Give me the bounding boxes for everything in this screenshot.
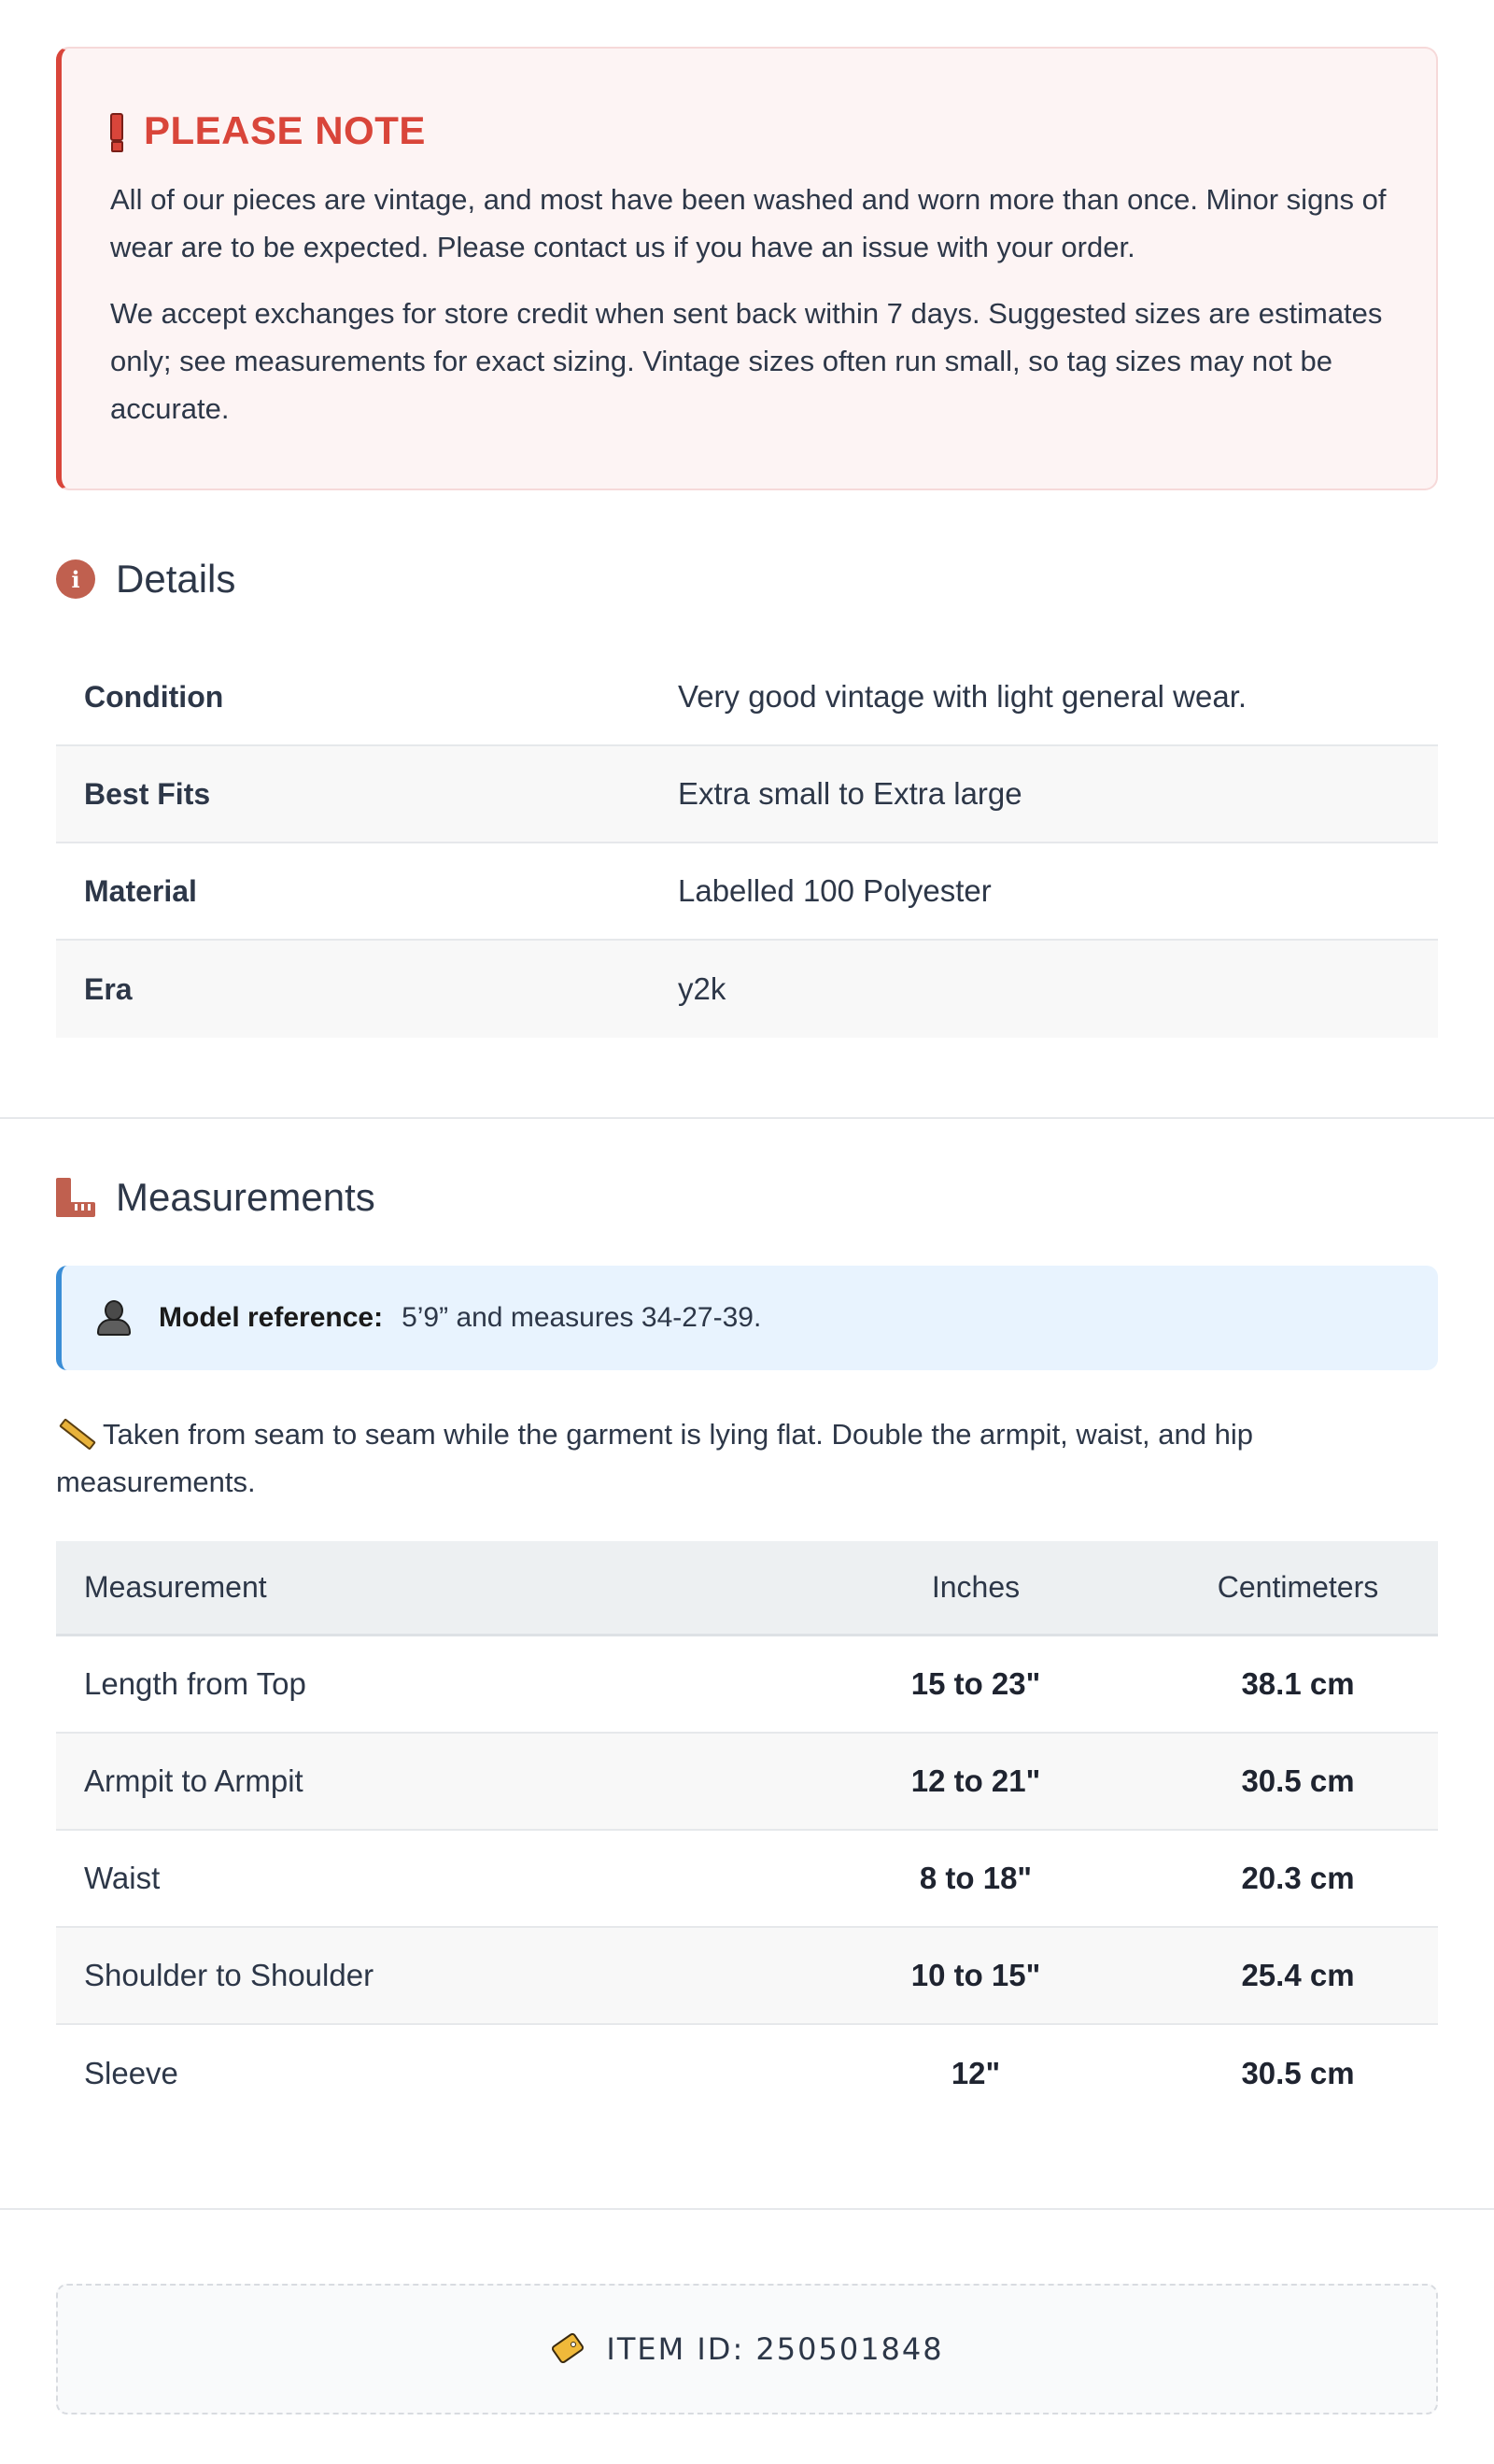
ruler-icon xyxy=(56,1178,95,1217)
measurement-name: Waist xyxy=(84,1861,161,1895)
column-header-inches: Inches xyxy=(931,1570,1021,1604)
notice-paragraph: We accept exchanges for store credit when sent back within 7 days. Suggested sizes are estimates only; see measurements for exact sizing. Vintage sizes often run small, so tag sizes may not be accurate. xyxy=(110,297,1383,425)
exclamation-icon xyxy=(110,113,120,149)
details-title: Details xyxy=(116,557,236,601)
model-reference-label: Model reference: xyxy=(159,1302,384,1333)
details-row xyxy=(56,649,1438,746)
measurement-cm: 38.1 cm xyxy=(1241,1666,1355,1701)
column-header-centimeters: Centimeters xyxy=(1217,1570,1379,1604)
details-row xyxy=(56,843,1438,941)
person-icon xyxy=(97,1300,131,1336)
measurement-cm: 30.5 cm xyxy=(1241,2056,1355,2090)
item-id: ITEM ID: 250501848 xyxy=(606,2331,944,2367)
measurements-heading xyxy=(56,1175,375,1220)
measurement-note xyxy=(56,1410,1438,1506)
details-value: y2k xyxy=(678,971,726,1006)
details-value: Very good vintage with light general wear. xyxy=(678,679,1247,714)
section-divider xyxy=(0,1117,1494,1119)
tag-icon xyxy=(550,2332,587,2366)
item-id-box xyxy=(56,2284,1438,2414)
notice-title: PLEASE NOTE xyxy=(144,108,426,152)
table-row xyxy=(56,1734,1438,1831)
measurement-note-text: Taken from seam to seam while the garment is lying flat. Double the armpit, waist, and hip measurements. xyxy=(56,1418,1253,1498)
measurement-cm: 30.5 cm xyxy=(1241,1763,1355,1798)
table-header xyxy=(56,1541,1438,1636)
details-heading xyxy=(56,557,235,602)
measurement-name: Sleeve xyxy=(84,2056,178,2090)
details-value: Labelled 100 Polyester xyxy=(678,873,992,908)
notice-header xyxy=(110,106,1388,155)
measurement-inches: 12" xyxy=(951,2056,1001,2090)
details-row xyxy=(56,746,1438,843)
details-label: Best Fits xyxy=(84,776,211,811)
table-row xyxy=(56,1636,1438,1734)
ruler-pencil-icon xyxy=(56,1418,93,1448)
measurement-name: Armpit to Armpit xyxy=(84,1763,303,1798)
details-table xyxy=(56,649,1438,1038)
measurements-title: Measurements xyxy=(116,1175,375,1219)
measurement-inches: 12 to 21" xyxy=(910,1763,1041,1798)
table-row xyxy=(56,1928,1438,2025)
info-icon: i xyxy=(56,559,95,599)
details-label: Material xyxy=(84,873,197,908)
measurement-inches: 15 to 23" xyxy=(910,1666,1041,1701)
measurement-cm: 25.4 cm xyxy=(1241,1958,1355,1992)
column-header-measurement: Measurement xyxy=(84,1570,267,1604)
details-value: Extra small to Extra large xyxy=(678,776,1022,811)
measurements-table xyxy=(56,1541,1438,2122)
notice-paragraph: All of our pieces are vintage, and most have been washed and worn more than once. Minor signs of wear are to be expected. Please contact us if you have an issue with your order. xyxy=(110,183,1387,263)
model-reference-box xyxy=(56,1266,1438,1370)
details-label: Era xyxy=(84,971,133,1006)
table-row xyxy=(56,2025,1438,2122)
measurement-name: Length from Top xyxy=(84,1666,306,1701)
details-row xyxy=(56,941,1438,1038)
measurement-inches: 8 to 18" xyxy=(919,1861,1033,1895)
measurement-cm: 20.3 cm xyxy=(1241,1861,1355,1895)
measurement-inches: 10 to 15" xyxy=(910,1958,1041,1992)
section-divider xyxy=(0,2208,1494,2210)
model-reference-value: 5’9” and measures 34-27-39. xyxy=(402,1302,762,1333)
notice-box xyxy=(56,47,1438,490)
details-label: Condition xyxy=(84,679,224,714)
measurement-name: Shoulder to Shoulder xyxy=(84,1958,374,1992)
table-row xyxy=(56,1831,1438,1928)
